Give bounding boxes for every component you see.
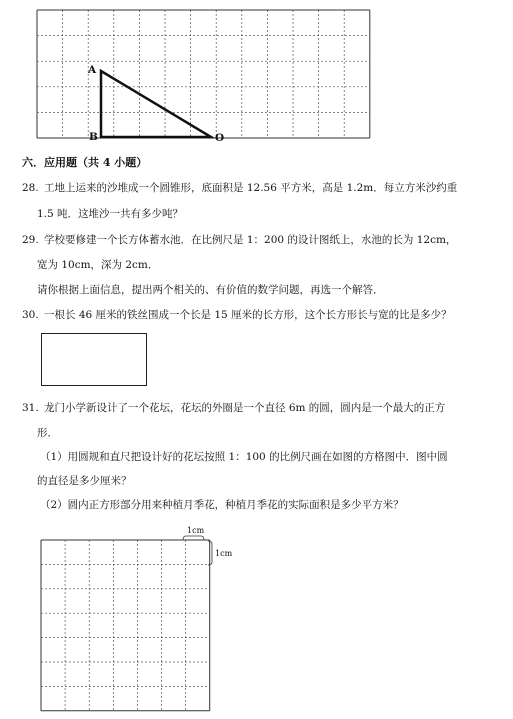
- question-28-line-1: 工地上运来的沙堆成一个圆锥形，底面积是 12.56 平方米，高是 1.2m．每立方米沙约重: [44, 182, 458, 194]
- question-31-line-1: 龙门小学新设计了一个花坛，花坛的外圈是一个直径 6m 的圆，圆内是一个最大的正方: [44, 402, 446, 414]
- question-31-part-1-line-2: 的直径是多少厘米？: [37, 475, 132, 487]
- point-label-o: O: [215, 132, 225, 144]
- point-label-a: A: [88, 64, 97, 76]
- question-29-line-1: 学校要修建一个长方体蓄水池．在比例尺是 1：200 的设计图纸上，水池的长为 12cm，: [44, 234, 457, 246]
- question-number-28: 28.: [22, 182, 39, 194]
- question-number-29: 29.: [22, 234, 39, 246]
- question-31-part-2-line-1: （2）圆内正方形部分用来种植月季花，种植月季花的实际面积是多少平方米？: [40, 499, 404, 511]
- question-number-31: 31.: [22, 402, 39, 414]
- scale-label-width: 1cm: [187, 526, 205, 535]
- question-29-line-2: 宽为 10cm，深为 2cm．: [37, 259, 159, 271]
- question-31-part-1-line-1: （1）用圆规和直尺把设计好的花坛按照 1：100 的比例尺画在如图的方格图中．图中圆: [40, 451, 448, 463]
- question-29-line-3: 请你根据上面信息，提出两个相关的、有价值的数学问题，再选一个解答．: [37, 284, 384, 296]
- question-28-line-2: 1.5 吨．这堆沙一共有多少吨？: [37, 208, 184, 220]
- scale-label-height: 1cm: [215, 549, 233, 558]
- point-label-b: B: [89, 131, 98, 143]
- section-title: 六．应用题（共 4 小题）: [22, 156, 148, 169]
- question-31-line-2: 形．: [37, 427, 58, 439]
- question-30-line-1: 一根长 46 厘米的铁丝围成一个长是 15 厘米的长方形，这个长方形长与宽的比是多少？: [44, 309, 452, 321]
- question-number-30: 30.: [22, 309, 39, 321]
- bottom-dotted-grid: [41, 540, 210, 711]
